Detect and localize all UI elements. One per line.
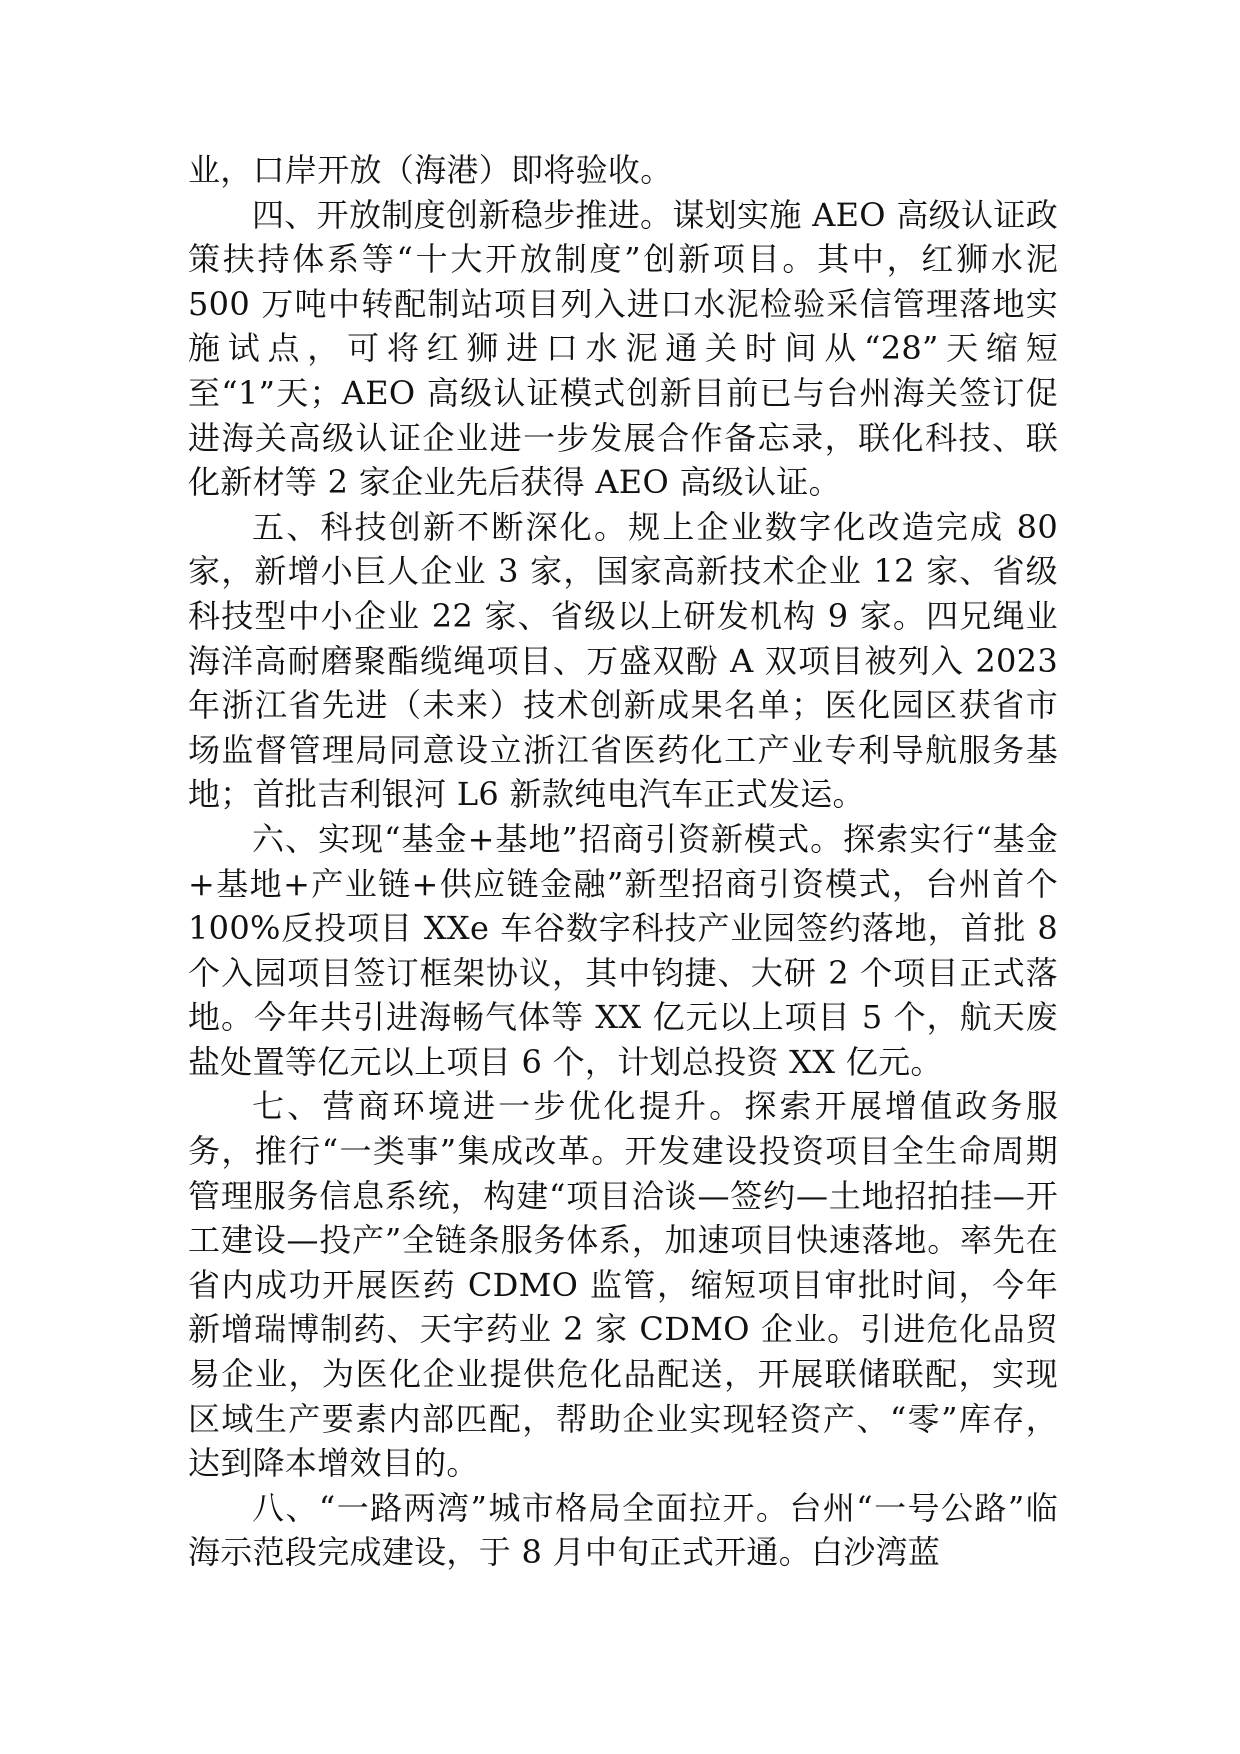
paragraph-business-environment: 七、营商环境进一步优化提升。探索开展增值政务服务，推行“一类事”集成改革。开发建设投资项目全生命周期管理服务信息系统，构建“项目洽谈—签约—土地招拍挂—开工建设—投产”全链条服务体系，加速项目快速落地。率先在省内成功开展医药 CDMO 监管，缩短项目审批时间，今年新增瑞博制药、天宇药业 2 家 CDMO 企业。引进危化品贸易企业，为医化企业提供危化品配送，开展联储联配，实现区域生产要素内部匹配，帮助企业实现轻资产、“零”库存，达到降本增效目的。 bbox=[188, 1087, 1058, 1483]
paragraph-city-layout: 八、“一路两湾”城市格局全面拉开。台州“一号公路”临海示范段完成建设，于 8 月中旬正式开通。白沙湾蓝 bbox=[188, 1488, 1058, 1572]
paragraph-tech-innovation: 五、科技创新不断深化。规上企业数字化改造完成 80 家，新增小巨人企业 3 家，国家高新技术企业 12 家、省级科技型中小企业 22 家、省级以上研发机构 9 家。四兄绳业海洋高耐磨聚酯缆绳项目、万盛双酚 A 双项目被列入 2023 年浙江省先进（未来）技术创新成果名单；医化园区获省市场监督管理局同意设立浙江省医药化工产业专利导航服务基地；首批吉利银河 L6 新款纯电汽车正式发运。 bbox=[188, 507, 1058, 814]
document-body bbox=[188, 148, 1058, 1575]
paragraph-open-system-innovation: 四、开放制度创新稳步推进。谋划实施 AEO 高级认证政策扶持体系等“十大开放制度”创新项目。其中，红狮水泥 500 万吨中转配制站项目列入进口水泥检验采信管理落地实施试点，可将红狮进口水泥通关时间从“28”天缩短至“1”天；AEO 高级认证模式创新目前已与台州海关签订促进海关高级认证企业进一步发展合作备忘录，联化科技、联化新材等 2 家企业先后获得 AEO 高级认证。 bbox=[188, 195, 1058, 502]
paragraph-continuation: 业，口岸开放（海港）即将验收。 bbox=[188, 151, 673, 189]
paragraph-investment-model: 六、实现“基金+基地”招商引资新模式。探索实行“基金+基地+产业链+供应链金融”新型招商引资模式，台州首个 100%反投项目 XXe 车谷数字科技产业园签约落地，首批 8 个入园项目签订框架协议，其中钧捷、大研 2 个项目正式落地。今年共引进海畅气体等 XX 亿元以上项目 5 个，航天废盐处置等亿元以上项目 6 个，计划总投资 XX 亿元。 bbox=[188, 819, 1058, 1081]
